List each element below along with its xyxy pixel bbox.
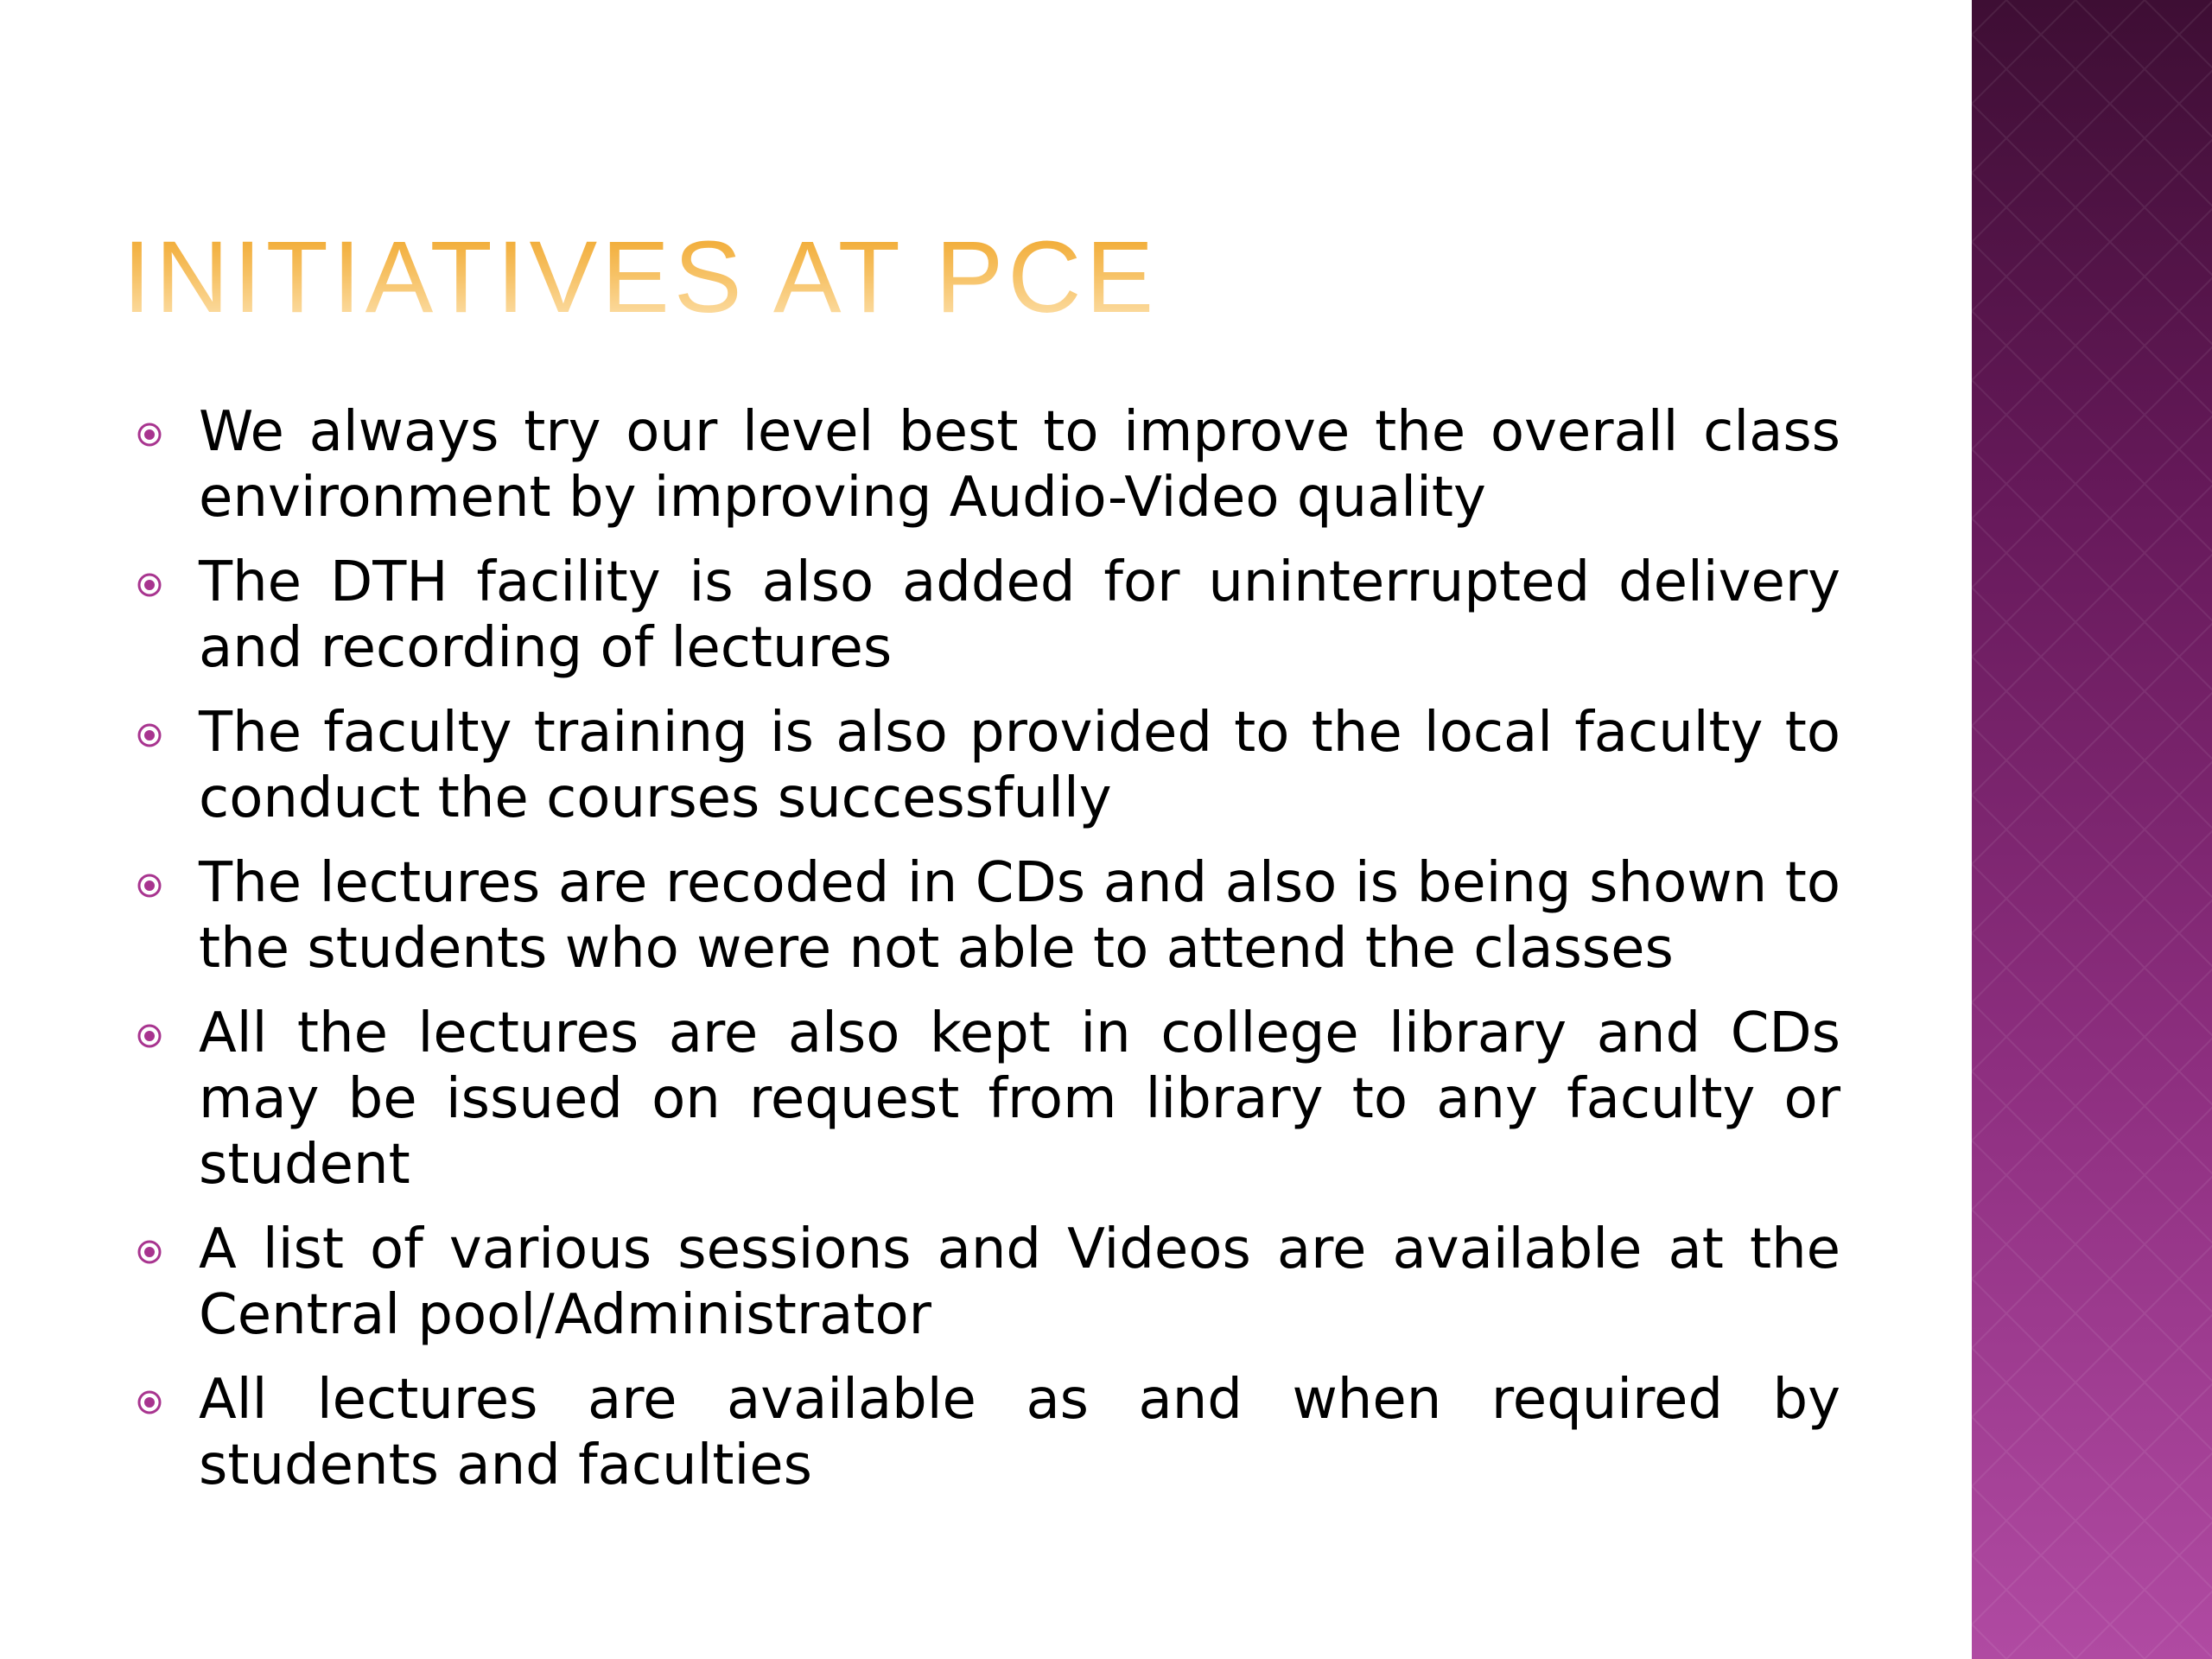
bullet-text: The faculty training is also provided to the local faculty to conduct the courses successfully [199,701,1840,830]
bullet-text: All lectures are available as and when required by students and faculties [199,1368,1840,1497]
circled-dot-icon [137,1389,162,1415]
bullet-text: The DTH facility is also added for uninterrupted delivery and recording of lectures [199,550,1840,680]
diamond-pattern [1972,0,2212,1659]
bullet-item [104,550,1840,681]
bullet-item [104,1217,1840,1348]
circled-dot-icon [137,572,162,598]
bullet-item [104,1367,1840,1498]
bullet-text: The lectures are recoded in CDs and also is being shown to the students who were not able to attend the classes [199,851,1840,981]
bullet-item [104,700,1840,831]
circled-dot-icon [137,873,162,899]
bullet-list [104,399,1840,1517]
bullet-text: We always try our level best to improve the overall class environment by improving Audio-Video quality [199,400,1840,530]
decorative-side-band [1972,0,2212,1659]
circled-dot-icon [137,1023,162,1049]
circled-dot-icon [137,422,162,448]
bullet-item [104,399,1840,531]
bullet-text: A list of various sessions and Videos are available at the Central pool/Administrator [199,1217,1840,1347]
bullet-text: All the lectures are also kept in college library and CDs may be issued on request from library to any faculty or student [199,1001,1840,1197]
bullet-item [104,1001,1840,1198]
circled-dot-icon [137,722,162,748]
slide-title: INITIATIVES AT PCE [123,220,1159,334]
circled-dot-icon [137,1239,162,1265]
bullet-item [104,850,1840,982]
